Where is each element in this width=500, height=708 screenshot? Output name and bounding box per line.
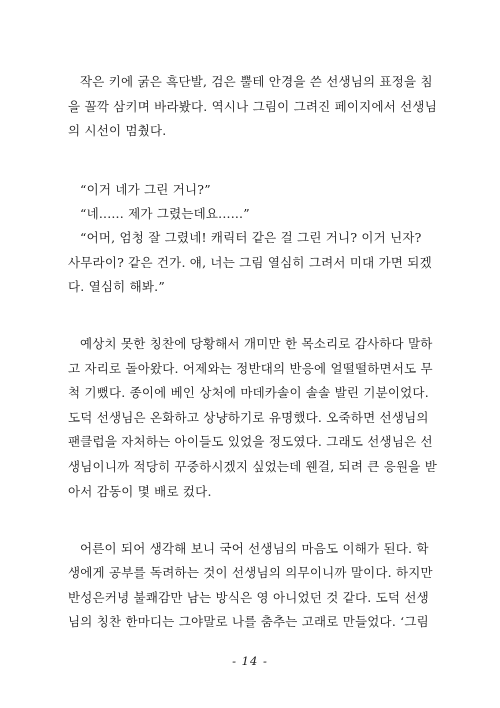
dialogue-line-5: 다. 열심히 해봐.” (68, 279, 165, 294)
text-line-15: 아서 감동이 몇 배로 컸다. (68, 484, 212, 499)
text-line-9: 예상치 못한 칭찬에 당황해서 개미만 한 목소리로 감사하다 말하 (80, 336, 433, 351)
text-line-3: 의 시선이 멈췄다. (68, 123, 167, 138)
dialogue-line-4: 사무라이? 같은 건가. 얘, 너는 그림 열심히 그려서 미대 가면 되겠 (68, 255, 432, 270)
text-line-14: 생님이니까 적당히 꾸중하시겠지 싶었는데 웬걸, 되려 큰 응원을 받 (68, 459, 437, 474)
page-number: - 14 - (232, 654, 268, 668)
dialogue-line-3: “어머, 엄청 잘 그렸네! 캐릭터 같은 걸 그린 거니? 이거 닌자? (80, 230, 422, 245)
dialogue-line-1: “이거 네가 그린 거니?” (80, 182, 211, 197)
dialogue-line-2: “네...... 제가 그렸는데요......” (80, 206, 250, 221)
text-line-12: 도덕 선생님은 온화하고 상냥하기로 유명했다. 오죽하면 선생님의 (68, 410, 429, 425)
text-line-18: 반성은커녕 불쾌감만 남는 방식은 영 아니었던 것 같다. 도덕 선생 (68, 590, 429, 605)
text-line-19: 님의 칭찬 한마디는 그야말로 나를 춤추는 고래로 만들었다. ‘그림 (68, 614, 429, 629)
text-line-13: 팬클럽을 자처하는 아이들도 있었을 정도였다. 그래도 선생님은 선 (68, 434, 433, 449)
text-line-17: 생에게 공부를 독려하는 것이 선생님의 의무이니까 말이다. 하지만 (68, 565, 433, 580)
text-line-1: 작은 키에 굵은 흑단발, 검은 뿔테 안경을 쓴 선생님의 표정을 침 (80, 74, 433, 89)
text-line-11: 척 기뻤다. 종이에 베인 상처에 마데카솔이 솔솔 발린 기분이었다. (68, 385, 429, 400)
text-line-16: 어른이 되어 생각해 보니 국어 선생님의 마음도 이해가 된다. 학 (80, 541, 429, 556)
text-line-10: 고 자리로 돌아왔다. 어제와는 정반대의 반응에 얼떨떨하면서도 무 (68, 361, 433, 376)
text-line-2: 을 꼴깍 삼키며 바라봤다. 역시나 그림이 그려진 페이지에서 선생님 (68, 99, 437, 114)
